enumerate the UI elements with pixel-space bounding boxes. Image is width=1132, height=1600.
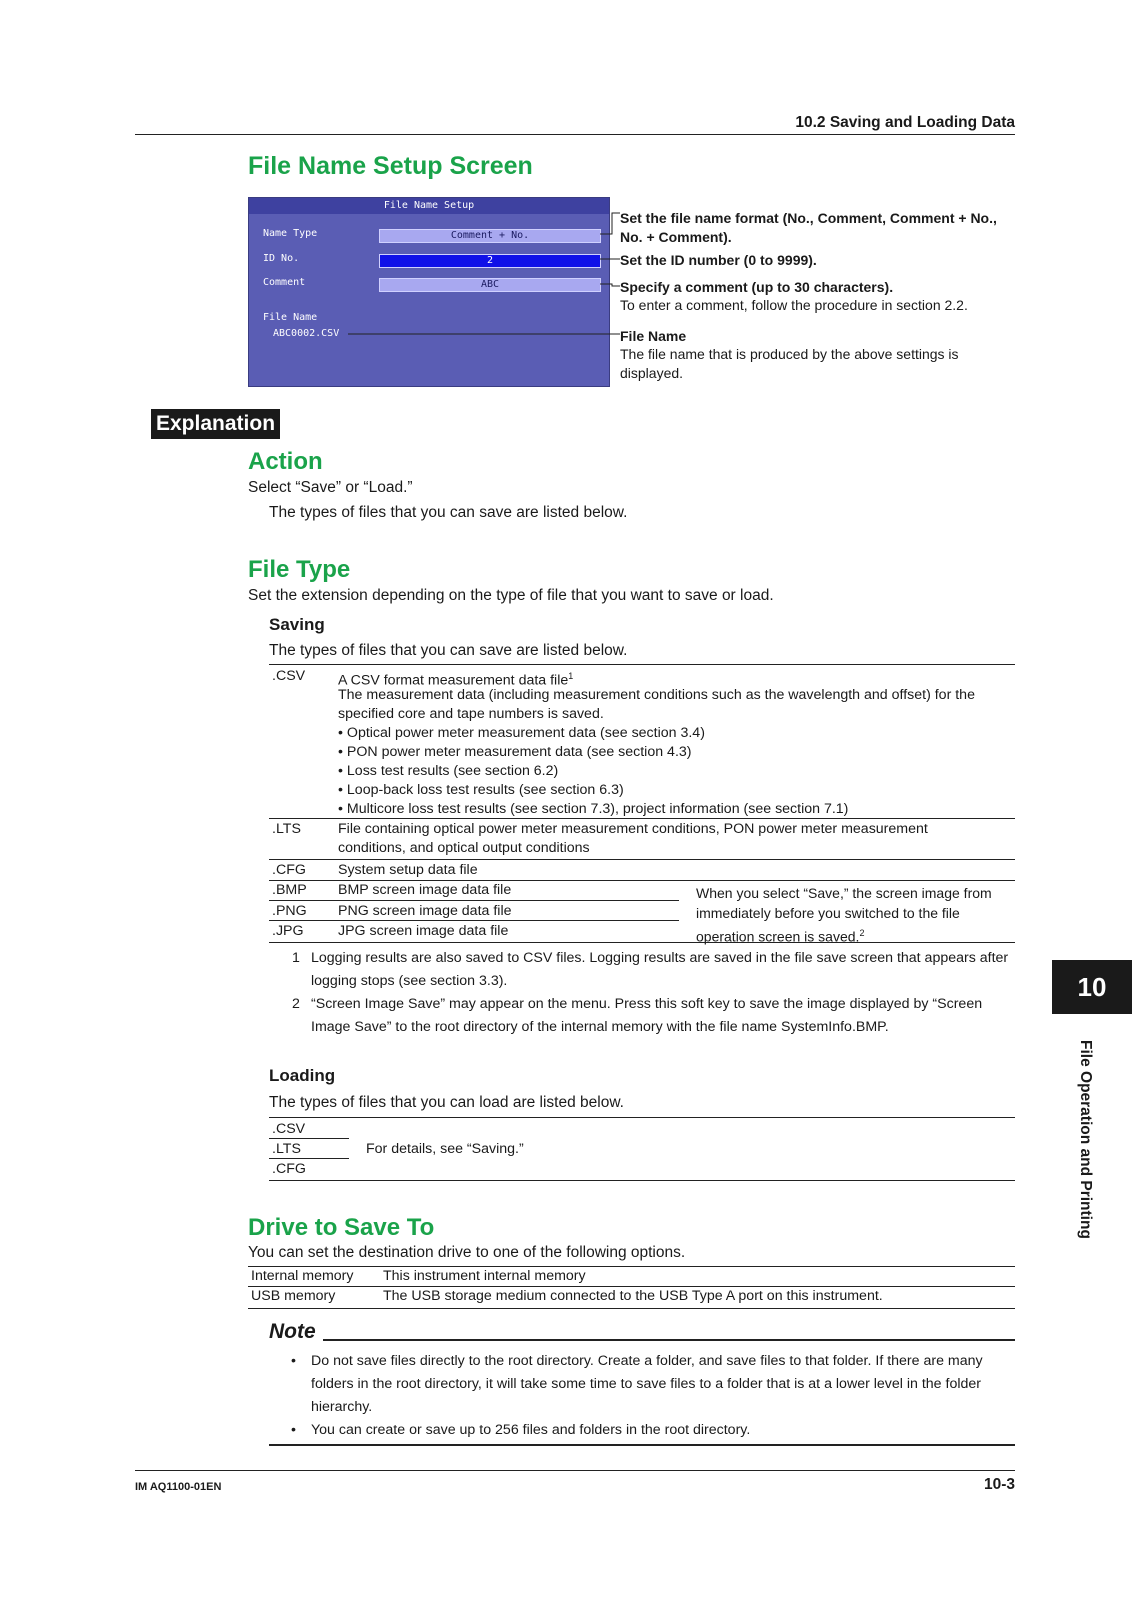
name-type-field: Comment + No. <box>379 229 601 243</box>
note-bottom-rule <box>269 1444 1015 1446</box>
section-heading-action: Action <box>248 448 323 475</box>
bmp-description: BMP screen image data file <box>338 882 512 898</box>
saving-table-bottom-rule <box>269 942 1015 943</box>
file-type-intro: Set the extension depending on the type of file that you want to save or load. <box>248 587 774 604</box>
drive-usb-name: USB memory <box>251 1288 336 1304</box>
chapter-title-vertical <box>1070 1040 1100 1280</box>
ext-png: .PNG <box>272 903 307 919</box>
action-line-2: The types of files that you can save are listed below. <box>269 504 628 521</box>
note-bullet-marker: • <box>291 1353 296 1369</box>
footnote-2-number: 2 <box>292 996 300 1012</box>
csv-title-text: A CSV format measurement data file <box>338 672 569 689</box>
note-heading: Note <box>269 1320 316 1343</box>
ext-csv: .CSV <box>272 668 306 684</box>
note-top-rule <box>323 1339 1015 1341</box>
csv-footnote-ref: 1 <box>568 671 574 681</box>
annotation-file-name-text: The file name that is produced by the above settings is displayed. <box>620 346 959 381</box>
footer-rule <box>135 1470 1015 1471</box>
section-heading-setup: File Name Setup Screen <box>248 152 533 180</box>
comment-label: Comment <box>263 277 306 288</box>
load-ext-lts: .LTS <box>272 1141 301 1157</box>
csv-bullet-item: • Loop-back loss test results (see section 6.3) <box>338 782 624 798</box>
id-no-field: 2 <box>379 254 601 268</box>
comment-field: ABC <box>379 278 601 292</box>
csv-bullet-item: • Optical power meter measurement data (see section 3.4) <box>338 725 705 741</box>
chapter-number: 10 <box>1077 972 1107 1002</box>
explanation-badge <box>151 409 280 439</box>
id-no-label: ID No. <box>263 253 300 264</box>
load-ext-csv: .CSV <box>272 1121 306 1137</box>
saving-intro: The types of files that you can save are listed below. <box>269 642 628 659</box>
row-rule <box>269 1138 349 1139</box>
csv-bullet-list <box>338 724 848 819</box>
image-footnote-ref: 2 <box>859 928 865 938</box>
drive-usb-desc: The USB storage medium connected to the USB Type A port on this instrument. <box>383 1288 883 1304</box>
row-rule <box>269 859 1015 860</box>
section-heading-file-type: File Type <box>248 556 351 583</box>
section-heading-drive: Drive to Save To <box>248 1214 435 1241</box>
loading-heading: Loading <box>269 1066 336 1085</box>
footer-page-number: 10-3 <box>983 1476 1015 1493</box>
loading-table-bottom-rule <box>269 1180 1015 1181</box>
file-name-value: ABC0002.CSV <box>273 328 340 339</box>
drive-table-top-rule <box>248 1266 1015 1267</box>
loading-intro: The types of files that you can load are listed below. <box>269 1094 624 1111</box>
ext-jpg: .JPG <box>272 923 304 939</box>
chapter-tab <box>1052 960 1132 1014</box>
drive-intro: You can set the destination drive to one of the following options. <box>248 1244 686 1261</box>
load-description: For details, see “Saving.” <box>366 1141 524 1157</box>
image-save-note <box>696 883 1021 947</box>
annotation-file-name-title: File Name <box>620 328 687 344</box>
annotation-id-no: Set the ID number (0 to 9999). <box>620 252 817 268</box>
drive-table-bottom-rule <box>248 1308 1015 1309</box>
image-save-note-text: When you select “Save,” the screen image from immediately before you switched to the file operation screen is saved. <box>696 885 992 945</box>
saving-heading: Saving <box>269 615 325 634</box>
footnote-1-number: 1 <box>292 950 300 966</box>
csv-bullet-item: • Multicore loss test results (see section 7.3), project information (see section 7.1) <box>338 801 849 817</box>
note-bullet-2: You can create or save up to 256 files and folders in the root directory. <box>311 1422 751 1438</box>
csv-bullet-item: • PON power meter measurement data (see section 4.3) <box>338 744 692 760</box>
action-line-1: Select “Save” or “Load.” <box>248 479 413 496</box>
csv-bullet-item: • Loss test results (see section 6.2) <box>338 763 559 779</box>
annotation-comment-title: Specify a comment (up to 30 characters). <box>620 279 894 295</box>
ext-cfg: .CFG <box>272 862 306 878</box>
ext-lts: .LTS <box>272 821 301 837</box>
saving-table-top-rule <box>269 664 1015 665</box>
row-rule <box>269 900 679 901</box>
explanation-label: Explanation <box>156 412 276 435</box>
cfg-description: System setup data file <box>338 862 478 878</box>
load-ext-cfg: .CFG <box>272 1161 306 1177</box>
ext-bmp: .BMP <box>272 882 307 898</box>
note-bullet-1: Do not save files directly to the root directory. Create a folder, and save files to that folder. If there are many folders in the root directory, it will take some time to save files to a folder that is at a lower level in the folder hierarchy. <box>311 1353 983 1415</box>
jpg-description: JPG screen image data file <box>338 923 509 939</box>
drive-internal-name: Internal memory <box>251 1268 354 1284</box>
footer-doc-id: IM AQ1100-01EN <box>135 1481 222 1493</box>
drive-internal-desc: This instrument internal memory <box>383 1268 586 1284</box>
annotation-name-type: Set the file name format (No., Comment, Comment + No., No. + Comment). <box>620 210 997 245</box>
note-bullet-marker: • <box>291 1422 296 1438</box>
screen-title: File Name Setup <box>249 198 609 214</box>
footnote-1: Logging results are also saved to CSV files. Logging results are saved in the file save screen that appears after logging stops (see section 3.3). <box>311 950 1009 989</box>
row-rule <box>269 818 1015 819</box>
png-description: PNG screen image data file <box>338 903 512 919</box>
lts-description: File containing optical power meter measurement conditions, PON power meter measurement conditions, and optical output conditions <box>338 821 928 856</box>
csv-description: The measurement data (including measurement conditions such as the wavelength and offset) for the specified core and tape numbers is saved. <box>338 687 975 722</box>
chapter-title: File Operation and Printing <box>1077 1040 1094 1239</box>
row-rule <box>269 1158 349 1159</box>
file-name-label: File Name <box>263 312 318 323</box>
loading-table-top-rule <box>269 1117 1015 1118</box>
footnote-2: “Screen Image Save” may appear on the menu. Press this soft key to save the image displayed by “Screen Image Save” to the root directory of the internal memory with the file name SystemInfo.BMP. <box>311 996 983 1035</box>
row-rule <box>269 920 679 921</box>
name-type-label: Name Type <box>263 228 318 239</box>
annotation-comment-text: To enter a comment, follow the procedure in section 2.2. <box>620 297 968 313</box>
running-header: 10.2 Saving and Loading Data <box>795 114 1015 131</box>
